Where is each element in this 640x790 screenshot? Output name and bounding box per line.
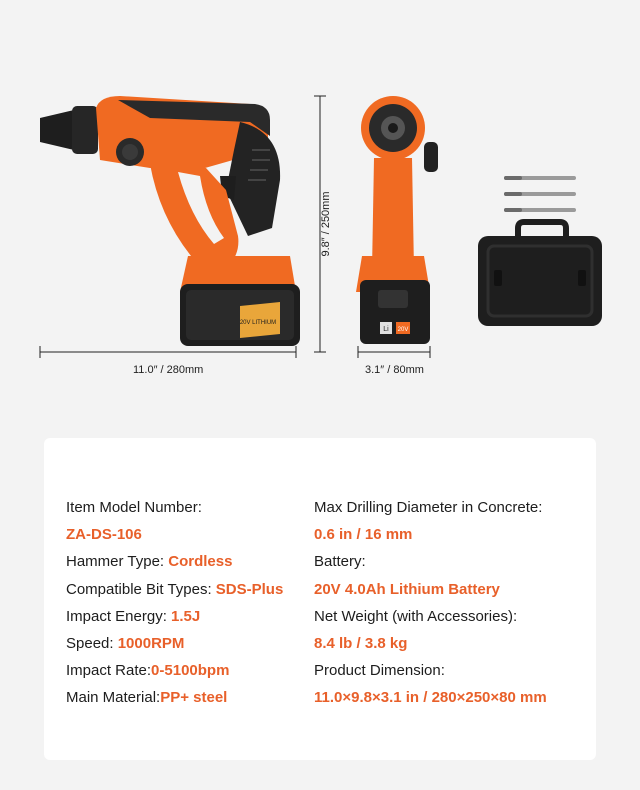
- spec-row: [314, 684, 547, 711]
- carry-case: [478, 222, 602, 326]
- spec-value: 0.6 in / 16 mm: [314, 526, 413, 544]
- side-badge-20v-text: 20V: [397, 327, 409, 333]
- spec-value: SDS-Plus: [215, 580, 284, 598]
- dimension-length-label: 11.0″ / 280mm: [133, 364, 204, 376]
- spec-row: [66, 684, 283, 711]
- spec-value: 1000RPM: [117, 634, 185, 652]
- spec-row: [314, 521, 547, 548]
- spec-row: [66, 494, 283, 521]
- spec-label: Battery:: [314, 553, 366, 571]
- dimension-width-label: 3.1″ / 80mm: [365, 364, 424, 376]
- battery-badge-text: 20V LITHIUM: [239, 320, 277, 326]
- spec-row: [314, 548, 547, 575]
- drill-bits: [506, 178, 574, 210]
- dimension-height-label: 9.8″ / 250mm: [320, 191, 332, 257]
- spec-column-left: [66, 494, 283, 712]
- spec-column-right: [314, 494, 547, 712]
- spec-value: PP+ steel: [160, 689, 228, 707]
- spec-label: Main Material:: [66, 689, 161, 707]
- spec-row: [66, 630, 283, 657]
- spec-row: [66, 603, 283, 630]
- hammer-drill-side-view: [40, 96, 300, 346]
- spec-label: Speed:: [66, 634, 118, 652]
- spec-label: Impact Rate:: [66, 662, 152, 680]
- hammer-drill-front-view: [356, 96, 438, 344]
- spec-row: [66, 521, 283, 548]
- spec-row: [66, 548, 283, 575]
- spec-row: [314, 603, 547, 630]
- spec-value: ZA-DS-106: [66, 526, 142, 544]
- spec-value: 1.5J: [171, 607, 201, 625]
- spec-value: Cordless: [168, 553, 233, 571]
- spec-row: [66, 576, 283, 603]
- spec-value: 11.0×9.8×3.1 in / 280×250×80 mm: [314, 689, 547, 707]
- spec-label: Hammer Type:: [66, 553, 169, 571]
- spec-row: [314, 630, 547, 657]
- spec-label: Net Weight (with Accessories):: [314, 607, 518, 625]
- spec-value: 20V 4.0Ah Lithium Battery: [314, 580, 500, 598]
- spec-label: Max Drilling Diameter in Concrete:: [314, 499, 543, 516]
- spec-label: Impact Energy:: [66, 607, 172, 625]
- spec-label: Item Model Number:: [66, 499, 202, 516]
- spec-row: [314, 657, 547, 684]
- spec-row: [314, 494, 547, 521]
- spec-value: 8.4 lb / 3.8 kg: [314, 634, 408, 652]
- spec-row: [314, 576, 547, 603]
- spec-value: 0-5100bpm: [151, 662, 230, 680]
- side-badge-li-text: Li: [383, 326, 389, 333]
- spec-row: [66, 657, 283, 684]
- spec-label: Product Dimension:: [314, 662, 445, 680]
- spec-label: Compatible Bit Types:: [66, 580, 216, 598]
- specifications-card: [44, 438, 596, 760]
